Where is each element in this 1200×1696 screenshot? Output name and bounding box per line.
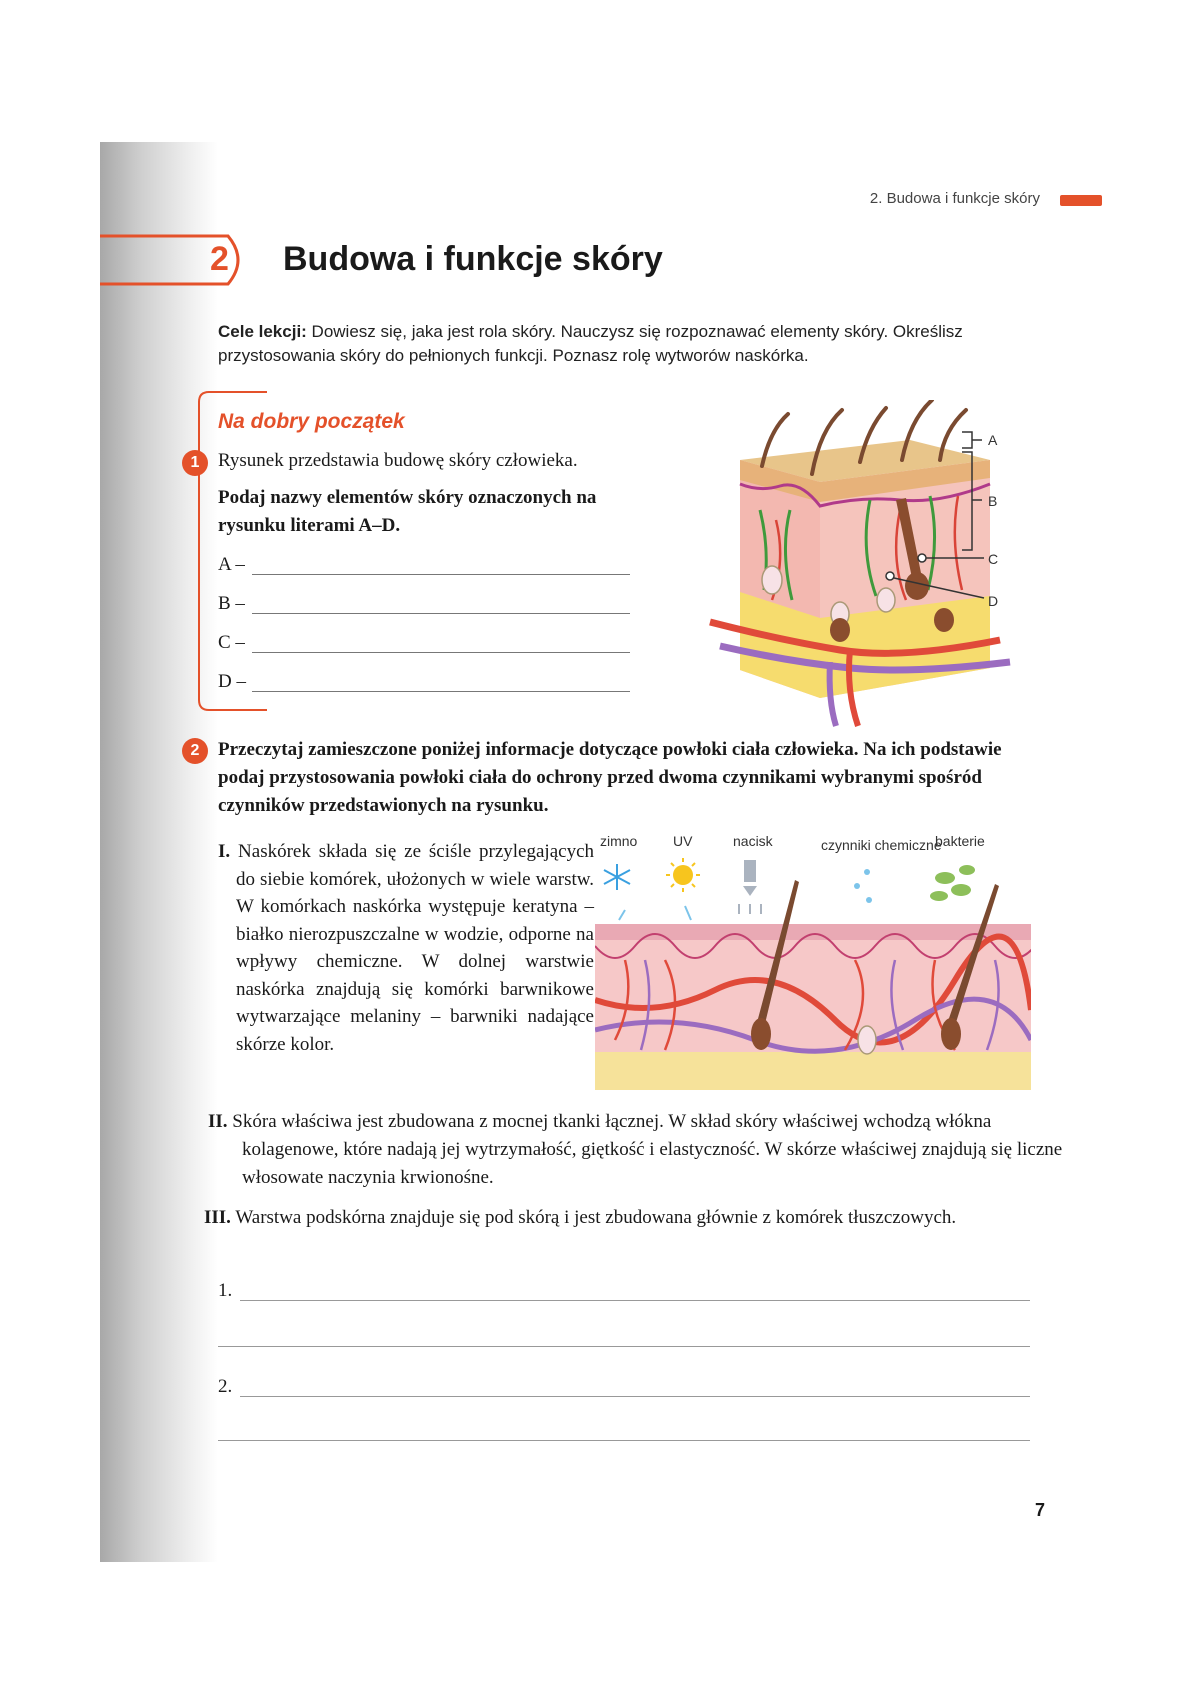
answer-field-d[interactable] xyxy=(252,691,630,692)
snowflake-icon xyxy=(604,864,630,890)
answer-row-b xyxy=(218,593,618,619)
answer-label-d: D – xyxy=(218,671,246,692)
task1-instruction: Podaj nazwy elementów skóry oznaczonych na rysunku literami A–D. xyxy=(218,487,597,536)
info-text-3: Warstwa podskórna znajduje się pod skórą i jest zbudowana głównie z komórek tłuszczowych. xyxy=(230,1207,957,1228)
page-number: 7 xyxy=(1035,1500,1046,1520)
lesson-goals-text: Dowiesz się, jaka jest rola skóry. Nauczysz się rozpoznawać elementy skóry. Określisz przystosowania skóry do pełnionych funkcji. Poznasz rolę wytworów naskórka. xyxy=(218,322,963,365)
start-box-frame xyxy=(195,390,271,712)
answer-row-c xyxy=(218,632,618,658)
answer-field-b[interactable] xyxy=(252,613,630,614)
task2-instruction: Przeczytaj zamieszczone poniżej informacje dotyczące powłoki ciała człowieka. Na ich podstawie podaj przystosowania powłoki ciała do ochrony przed dwoma czynnikami wybranymi spośród czynników przedstawionych na rysunku. xyxy=(218,739,1002,816)
info-text-2: Skóra właściwa jest zbudowana z mocnej tkanki łącznej. W skład skóry właściwej wchodzą włókna kolagenowe, które nadają jej wytrzymałość, giętkość i elastyczność. W skórze właściwej znajdują się liczne włosowate naczynia krwionośne. xyxy=(227,1111,1063,1188)
lesson-goals-label: Cele lekcji: xyxy=(218,322,307,341)
factor-label-pressure: nacisk xyxy=(733,833,773,849)
diagram-label-b: B xyxy=(988,493,998,509)
diagram-label-c: C xyxy=(988,551,999,567)
running-head-marker xyxy=(1060,195,1102,206)
info-numeral-3: III. xyxy=(204,1207,231,1228)
task2-number-badge: 2 xyxy=(182,738,208,764)
lesson-goals xyxy=(218,320,1030,368)
info-item-2 xyxy=(208,1108,1064,1192)
start-box-title: Na dobry początek xyxy=(218,410,405,433)
info-numeral-2: II. xyxy=(208,1111,228,1132)
answer-line-1a[interactable] xyxy=(240,1300,1030,1301)
answer-label-b: B – xyxy=(218,593,245,614)
answer-row-d xyxy=(218,671,618,697)
droplet-icon xyxy=(854,869,872,903)
answer-field-a[interactable] xyxy=(252,574,630,575)
factor-label-chemicals: czynniki chemiczne xyxy=(821,837,942,853)
info-item-3 xyxy=(204,1204,1064,1232)
chapter-title: Budowa i funkcje skóry xyxy=(283,240,663,278)
info-numeral-1: I. xyxy=(218,841,231,862)
answer-row-a xyxy=(218,554,618,580)
factor-label-cold: zimno xyxy=(600,833,638,849)
chapter-number: 2 xyxy=(210,240,229,278)
skin-protection-diagram xyxy=(595,820,1031,1090)
answer-line-2a[interactable] xyxy=(240,1396,1030,1397)
answer-field-c[interactable] xyxy=(252,652,630,653)
answer-line-2b[interactable] xyxy=(218,1440,1030,1441)
skin-structure-diagram xyxy=(700,400,1040,730)
bacteria-icon xyxy=(930,865,975,901)
task1-number-badge: 1 xyxy=(182,450,208,476)
diagram-label-a: A xyxy=(988,432,998,448)
answer-number-1: 1. xyxy=(218,1280,233,1301)
answer-label-a: A – xyxy=(218,554,245,575)
running-head: 2. Budowa i funkcje skóry xyxy=(869,190,1040,207)
sun-icon xyxy=(666,858,700,892)
page-spine-shadow xyxy=(100,142,218,1562)
diagram-label-d: D xyxy=(988,593,999,609)
answer-number-2: 2. xyxy=(218,1376,233,1397)
answer-line-1b[interactable] xyxy=(218,1346,1030,1347)
factor-label-bacteria: bakterie xyxy=(935,833,985,849)
task1-intro: Rysunek przedstawia budowę skóry człowieka. xyxy=(218,450,578,471)
answer-label-c: C – xyxy=(218,632,245,653)
factor-label-uv: UV xyxy=(673,833,693,849)
pressure-icon xyxy=(739,860,761,914)
info-item-1 xyxy=(218,838,594,1058)
info-text-1: Naskórek składa się ze ściśle przylegających do siebie komórek, ułożonych w wiele warstw. W komórkach naskórka występuje keratyna – białko nierozpuszczalne w wodzie, odporne na wpływy chemiczne. W dolnej warstwie naskórka znajdują się komórki barwnikowe wytwarzające melaniny – barwniki nadające skórze kolor. xyxy=(230,841,594,1055)
